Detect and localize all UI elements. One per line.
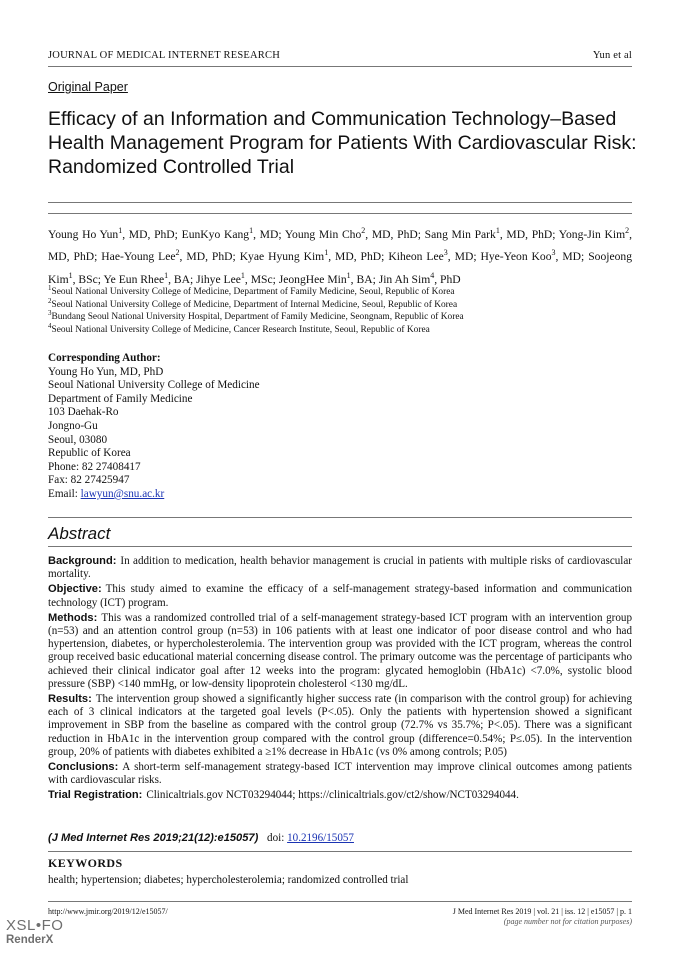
affiliation — [48, 320, 632, 336]
author-name: Ye Eun Rhee — [103, 272, 165, 286]
author-degree: , MSc; — [244, 272, 279, 286]
author-name: Sang Min Park — [424, 227, 496, 241]
author-degree: , MD; — [555, 250, 589, 264]
author-affil-sup: 2 — [175, 248, 180, 258]
affiliation-num: 2 — [48, 296, 52, 305]
abstract-rule-2 — [48, 546, 632, 547]
abstract-section-text: This was a randomized controlled trial of a self-management strategy-based ICT program with an intervention group (n=53) and an attention control group (n=53) in 106 patients with at least one indicator of poor disease control and who had hypertension, diabetes, or hypercholesterolemia. The intervention group was provided with the ICT program, whereas the control group received basic educational material concerning disease control. The primary outcome was the percentage of participants who achieved their clinical indicator goal after 12 weeks into the program: glycated hemoglobin (HbA1c) <7.0%, systolic blood pressure (SBP) <140 mmHg, or low-density lipoprotein cholesterol <130 mg/dL. — [48, 611, 632, 690]
renderx-watermark: XSL•FO RenderX — [6, 917, 64, 946]
corresponding-author — [48, 352, 260, 502]
email-link[interactable]: lawyun@snu.ac.kr — [80, 487, 165, 500]
affiliation-text: Bundang Seoul National University Hospital, Department of Family Medicine, Seongnam, Republic of Korea — [51, 312, 464, 323]
address-line: Jongno-Gu — [48, 419, 98, 432]
abstract-section — [48, 761, 632, 787]
abstract-section — [48, 555, 632, 581]
author-degree: , MD, PhD; — [122, 227, 182, 241]
author-affil-sup: 2 — [361, 226, 366, 235]
affiliation-num: 3 — [48, 309, 52, 318]
author-degree: , BA; — [350, 272, 379, 286]
author-affil-sup: 2 — [625, 226, 630, 235]
abstract-section-text: The intervention group showed a significantly higher success rate (in comparison with the control group) for achieving each of 3 clinical indicators at the targeted goal levels (P<.05). Only the patients with hypertension showed a significant improvement in SBP from the baseline as compared with the control group (72.7% vs 35.7%; P<.05). There was a significant reduction in HbA1c in the intervention group compared with the control group (difference=0.54%; P≤.05). In the intervention group, 20% of patients with diabetes exhibited a ≥1% decrease in HbA1c (vs 0% among controls; P.05) — [48, 693, 632, 758]
author-affil-sup: 1 — [249, 226, 254, 235]
affiliation-text: Seoul National University College of Medicine, Department of Internal Medicine, Seoul, Republic of Korea — [51, 299, 458, 310]
author-name: Kiheon Lee — [388, 250, 444, 264]
author-name: JeongHee Min — [278, 272, 347, 286]
author-name: Kyae Hyung Kim — [239, 250, 325, 264]
author-affil-sup: 1 — [324, 248, 329, 258]
corresponding-label: Corresponding Author: — [48, 352, 161, 364]
running-header — [48, 50, 632, 61]
author-degree: , MD, PhD; — [499, 227, 559, 241]
author-affil-sup: 4 — [430, 270, 435, 280]
journal-name: JOURNAL OF MEDICAL INTERNET RESEARCH — [48, 50, 280, 61]
keywords-rule — [48, 851, 632, 852]
author-degree: , BSc; — [72, 272, 104, 286]
title-rule-1 — [48, 202, 632, 203]
author-affil-sup: 3 — [551, 248, 556, 258]
abstract-section-text: This study aimed to examine the efficacy of a self-management strategy-based information and communication technology (ICT) program. — [48, 583, 632, 609]
title-rule-2 — [48, 213, 632, 214]
abstract-section-label: Methods: — [48, 611, 98, 624]
author-name: Jihye Lee — [196, 272, 241, 286]
author-degree: , MD, PhD; — [179, 250, 240, 264]
address-line: Fax: 82 27425947 — [48, 474, 130, 487]
abstract-section-text: A short-term self-management strategy-based ICT intervention may improve clinical outcomes among patients with cardiovascular risks. — [48, 761, 632, 787]
citation-line: (J Med Internet Res 2019;21(12):e15057) doi: 10.2196/15057 — [48, 832, 354, 844]
abstract-section — [48, 789, 632, 802]
author-affil-sup: 1 — [240, 270, 245, 280]
author-name: Jin Ah Sim — [378, 272, 431, 286]
article-type: Original Paper — [48, 80, 128, 94]
abstract-section — [48, 583, 632, 609]
abstract-section-text: Clinicaltrials.gov NCT03294044; https://clinicaltrials.gov/ct2/show/NCT03294044. — [146, 789, 519, 802]
author-degree: , MD; — [253, 227, 285, 241]
affiliation-text: Seoul National University College of Medicine, Department of Family Medicine, Seoul, Republic of Korea — [51, 287, 455, 298]
abstract-section-label: Results: — [48, 693, 92, 706]
address-line: Seoul, 03080 — [48, 433, 108, 446]
author-degree: , MD, PhD; — [365, 227, 425, 241]
article-title: Efficacy of an Information and Communication Technology–Based Health Management Program for Patients With Cardiovascular Risk: Randomized Controlled Trial — [48, 108, 637, 178]
author-degree: , MD, PhD; — [48, 227, 632, 264]
author-affil-sup: 1 — [68, 270, 73, 280]
short-authors: Yun et al — [592, 50, 632, 61]
affiliation-text: Seoul National University College of Medicine, Cancer Research Institute, Seoul, Republic of Korea — [51, 324, 430, 335]
address-line: Republic of Korea — [48, 447, 131, 460]
author-degree: , MD, PhD; — [328, 250, 389, 264]
address-line: Phone: 82 27408417 — [48, 460, 141, 473]
author-affil-sup: 1 — [118, 226, 123, 235]
affiliation-num: 4 — [48, 321, 52, 330]
address-line: Young Ho Yun, MD, PhD — [48, 365, 164, 378]
author-degree: , MD; — [447, 250, 481, 264]
header-rule — [48, 66, 632, 67]
author-affil-sup: 1 — [495, 226, 500, 235]
footer-citation: J Med Internet Res 2019 | vol. 21 | iss. 12 | e15057 | p. 1 (page number not for citation purposes) — [452, 907, 632, 926]
author-name: Hye-Yeon Koo — [480, 250, 552, 264]
affiliation-num: 1 — [48, 284, 52, 292]
address-line: Seoul National University College of Medicine — [48, 379, 260, 392]
abstract-section-text: In addition to medication, health behavior management is crucial in patients with multiple risks of cardiovascular mortality. — [48, 555, 632, 581]
author-degree: , BA; — [168, 272, 197, 286]
author-name: EunKyo Kang — [181, 227, 250, 241]
citation: (J Med Internet Res 2019;21(12):e15057) — [48, 832, 259, 844]
email-line: Email: lawyun@snu.ac.kr — [48, 487, 165, 500]
author-name: Young Ho Yun — [48, 227, 119, 241]
abstract-body — [48, 555, 632, 805]
author-name: Hae-Young Lee — [101, 250, 176, 264]
abstract-rule — [48, 517, 632, 518]
doi-link[interactable]: 10.2196/15057 — [287, 832, 354, 844]
keywords: health; hypertension; diabetes; hypercholesterolemia; randomized controlled trial — [48, 874, 409, 886]
author-affil-sup: 1 — [164, 270, 169, 280]
abstract-heading: Abstract — [48, 524, 111, 543]
footer-url[interactable]: http://www.jmir.org/2019/12/e15057/ — [48, 907, 168, 916]
abstract-section-label: Objective: — [48, 583, 102, 596]
footer-note: (page number not for citation purposes) — [503, 917, 632, 926]
keywords-heading: KEYWORDS — [48, 856, 123, 870]
abstract-section — [48, 612, 632, 691]
abstract-section-label: Background: — [48, 555, 117, 567]
footer-rule — [48, 901, 632, 902]
author-list — [48, 222, 632, 289]
author-name: Yong-Jin Kim — [558, 227, 626, 241]
author-affil-sup: 1 — [346, 270, 351, 280]
abstract-section-label: Conclusions: — [48, 761, 119, 774]
abstract-section-label: Trial Registration: — [48, 789, 143, 802]
address-line: Department of Family Medicine — [48, 392, 193, 405]
author-affil-sup: 3 — [443, 248, 448, 258]
author-name: Young Min Cho — [284, 227, 362, 241]
author-degree: , PhD — [434, 272, 461, 286]
address-line: 103 Daehak-Ro — [48, 406, 119, 419]
author-name: Soojeong Kim — [48, 250, 633, 286]
abstract-section — [48, 693, 632, 759]
